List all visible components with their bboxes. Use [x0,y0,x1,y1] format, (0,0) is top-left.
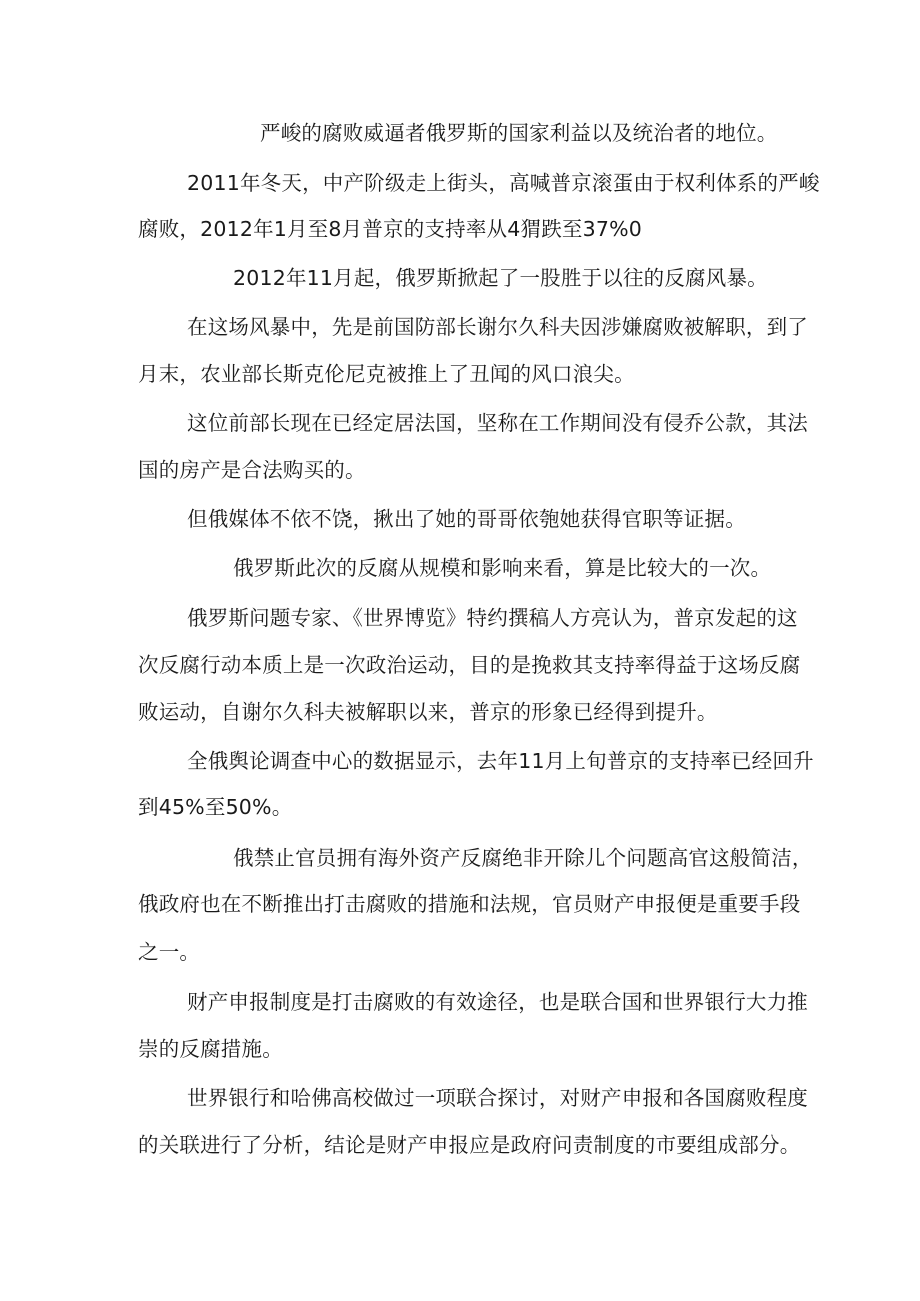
paragraph-8-line-2: 次反腐行动本质上是一次政治运动，目的是挽救其支持率得益于这场反腐 [138,653,801,677]
paragraph-2-line-1: 2011年冬天，中产阶级走上街头，高喊普京滚蛋由于权利体系的严峻 [187,171,820,195]
paragraph-9-line-1: 全俄舆论调查中心的数据显示，去年11月上旬普京的支持率已经回升 [187,749,814,773]
paragraph-7-line-1: 俄罗斯此次的反腐从规模和影响来看，算是比较大的一次。 [233,556,772,580]
paragraph-1-line-1: 严峻的腐败威逼者俄罗斯的国家利益以及统治者的地位。 [260,121,778,145]
paragraph-2-line-2: 腐败，2012年1月至8月普京的支持率从4猬跌至37%0 [138,217,643,241]
paragraph-12-line-2: 的关联进行了分析，结论是财产申报应是政府问责制度的市要组成部分。 [138,1133,801,1157]
paragraph-9-line-2: 到45%至50%。 [138,795,293,819]
paragraph-4-line-2: 月末，农业部长斯克伦尼克被推上了丑闻的风口浪尖。 [138,362,635,386]
paragraph-8-line-1: 俄罗斯问题专家、《世界博览》特约撰稿人方亮认为，普京发起的这 [187,606,798,630]
paragraph-10-line-1: 俄禁止官员拥有海外资产反腐绝非开除儿个问题高官这般简洁， [233,846,813,870]
paragraph-11-line-1: 财产申报制度是打击腐败的有效途径，也是联合国和世界银行大力推 [187,990,808,1014]
paragraph-6-line-1: 但俄媒体不依不饶，揪出了她的哥哥依匏她获得官职等证据。 [187,507,746,531]
paragraph-8-line-3: 败运动，自谢尔久科夫被解职以来，普京的形象已经得到提升。 [138,700,718,724]
paragraph-11-line-2: 崇的反腐措施。 [138,1037,283,1061]
paragraph-10-line-2: 俄政府也在不断推出打击腐败的措施和法规，官员财产申报便是重要手段 [138,892,801,916]
paragraph-4-line-1: 在这场风暴中，先是前国防部长谢尔久科夫因涉嫌腐败被解职，到了 [187,315,808,339]
paragraph-3-line-1: 2012年11月起，俄罗斯掀起了一股胜于以往的反腐风暴。 [233,266,768,290]
paragraph-12-line-1: 世界银行和哈佛高校做过一项联合探讨，对财产申报和各国腐败程度 [187,1086,808,1110]
paragraph-5-line-1: 这位前部长现在已经定居法国，坚称在工作期间没有侵乔公款，其法 [187,411,808,435]
paragraph-5-line-2: 国的房产是合法购买的。 [138,458,366,482]
paragraph-10-line-3: 之一。 [138,940,201,964]
